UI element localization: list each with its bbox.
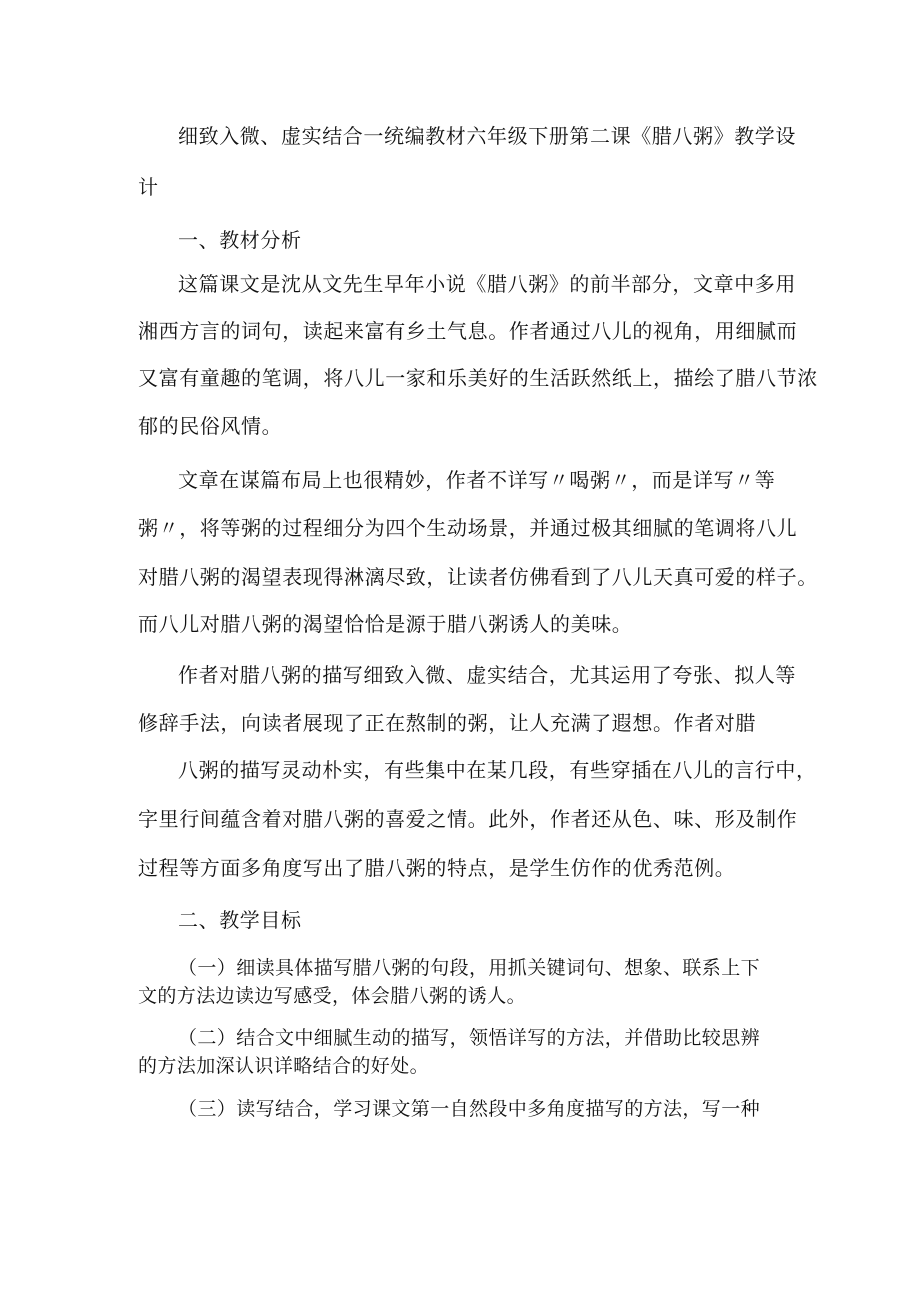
teaching-goal-line: （三）读写结合，学习课文第一自然段中多角度描写的方法，写一种 <box>178 1098 761 1120</box>
teaching-goal-line: （二）结合文中细腻生动的描写，领悟详写的方法，并借助比较思辨 <box>178 1027 761 1049</box>
paragraph-line: 又富有童趣的笔调，将八儿一家和乐美好的生活跃然纸上，描绘了腊八节浓 <box>138 366 818 390</box>
paragraph-line: 八粥的描写灵动朴实，有些集中在某几段，有些穿插在八儿的言行中， <box>178 758 817 782</box>
document-title-line-1: 细致入微、虚实结合一统编教材六年级下册第二课《腊八粥》教学设 <box>178 124 796 148</box>
paragraph-line: 过程等方面多角度写出了腊八粥的特点，是学生仿作的优秀范例。 <box>138 856 736 880</box>
section-heading-goals: 二、教学目标 <box>178 908 302 932</box>
paragraph-line: 湘西方言的词句，读起来富有乡土气息。作者通过八儿的视角，用细腻而 <box>138 319 798 343</box>
paragraph-line: 文章在谋篇布局上也很精妙，作者不详写〃喝粥〃，而是详写〃等 <box>178 468 776 492</box>
paragraph-line: 修辞手法，向读者展现了正在熬制的粥，让人充满了遐想。作者对腊 <box>138 711 756 735</box>
paragraph-line: 这篇课文是沈从文先生早年小说《腊八粥》的前半部分，文章中多用 <box>178 272 796 296</box>
section-heading-materials: 一、教材分析 <box>178 228 302 252</box>
document-title-line-2: 计 <box>138 175 159 199</box>
paragraph-line: 郁的民俗风情。 <box>138 414 283 438</box>
paragraph-line: 而八儿对腊八粥的渴望恰恰是源于腊八粥诱人的美味。 <box>138 612 633 636</box>
paragraph-line: 对腊八粥的渴望表现得淋漓尽致，让读者仿佛看到了八儿天真可爱的样子。 <box>138 565 818 589</box>
paragraph-line: 作者对腊八粥的描写细致入微、虚实结合，尤其运用了夸张、拟人等 <box>178 663 796 687</box>
paragraph-line: 粥〃，将等粥的过程细分为四个生动场景，并通过极其细腻的笔调将八儿 <box>138 516 798 540</box>
paragraph-line: 字里行间蕴含着对腊八粥的喜爱之情。此外，作者还从色、味、形及制作 <box>138 807 798 831</box>
teaching-goal-line: （一）细读具体描写腊八粥的句段，用抓关键词句、想象、联系上下 <box>178 957 761 979</box>
teaching-goal-line: 文的方法边读边写感受，体会腊八粥的诱人。 <box>138 985 527 1007</box>
teaching-goal-line: 的方法加深认识详略结合的好处。 <box>138 1055 430 1077</box>
